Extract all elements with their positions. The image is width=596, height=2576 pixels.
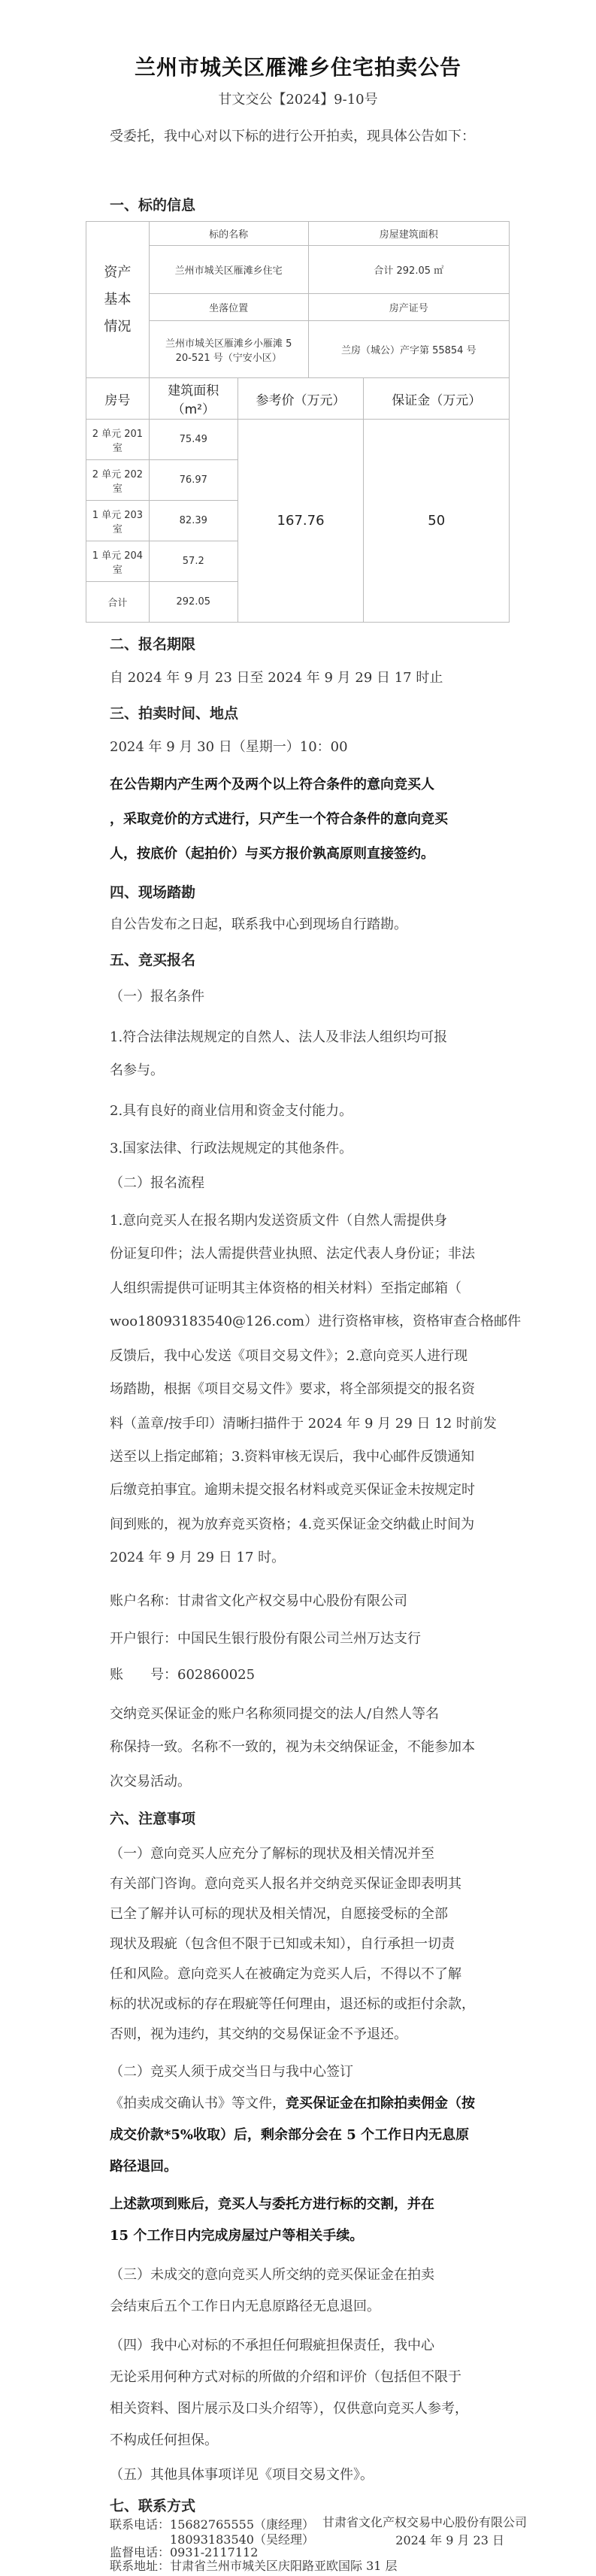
notice-line: 有关部门咨询。意向竞买人报名并交纳竞买保证金即表明其 (110, 1876, 461, 1892)
process-line: 场踏勘，根据《项目交易文件》要求，将全部须提交的报名资 (110, 1381, 475, 1397)
sub-heading-conditions: （一）报名条件 (110, 989, 204, 1005)
room-cell: 1 单元 203 室 (86, 501, 150, 541)
total-area-cell: 292.05 (149, 582, 237, 623)
bank-name: 开户银行：中国民生银行股份有限公司兰州万达支行 (110, 1631, 421, 1647)
notice-line: 无论采用何种方式对标的所做的介绍和评价（包括但不限于 (110, 2369, 461, 2385)
notice-line: 相关资料、图片展示及口头介绍等），仅供意向竞买人参考， (110, 2401, 468, 2417)
section-4-heading: 四、现场踏勘 (110, 884, 196, 901)
contact-phone-2: 18093183540（吴经理） (170, 2532, 314, 2547)
process-line: 料（盖章/按手印）清晰扫描件于 2024 年 9 月 29 日 12 时前发 (110, 1416, 497, 1432)
notice-line: 否则，视为违约，其交纳的交易保证金不予退还。 (110, 2026, 407, 2042)
site-visit-text: 自公告发布之日起，联系我中心到现场自行踏勘。 (110, 917, 407, 932)
notice-line: 标的状况或标的存在瑕疵等任何理由，退还标的或拒付余款， (110, 1996, 475, 2012)
table-row (86, 420, 510, 460)
section-6-heading: 六、注意事项 (110, 1811, 196, 1827)
notice-line: 已全了解并认可标的现状及相关情况，自愿接受标的全部 (110, 1906, 448, 1922)
contact-address: 联系地址：甘肃省兰州市城关区庆阳路亚欧国际 31 层 (110, 2559, 398, 2573)
notice-line: 不构成任何担保。 (110, 2432, 218, 2448)
process-line: woo18093183540@126.com）进行资格审核，资格审查合格邮件 (110, 1314, 522, 1329)
area-cell: 57.2 (149, 541, 237, 582)
section-2-heading: 二、报名期限 (110, 636, 196, 653)
room-cell: 2 单元 201 室 (86, 420, 150, 460)
process-line: 后缴竞拍事宜。逾期未提交报名材料或竞买保证金未按规定时 (110, 1482, 475, 1498)
condition-line: 名参与。 (110, 1062, 164, 1078)
condition-line: 1.符合法律法规规定的自然人、法人及非法人组织均可报 (110, 1029, 448, 1045)
auction-time: 2024 年 9 月 30 日（星期一）10：00 (110, 739, 348, 755)
process-line: 送至以上指定邮箱；3.资料审核无误后，我中心邮件反馈通知 (110, 1449, 475, 1465)
cert-label: 房产证号 (308, 294, 509, 321)
notice-line: 15 个工作日内完成房屋过户等相关手续。 (110, 2228, 364, 2244)
contact-phone: 联系电话：15682765555（康经理） (110, 2517, 314, 2532)
deposit-cell: 50 (364, 420, 510, 623)
notice-line: （五）其他具体事项详见《项目交易文件》。 (110, 2467, 374, 2483)
signature-date: 2024 年 9 月 23 日 (395, 2533, 504, 2547)
account-name: 账户名称：甘肃省文化产权交易中心股份有限公司 (110, 1593, 407, 1609)
notice-line: （三）未成交的意向竞买人所交纳的竞买保证金在拍卖 (110, 2267, 434, 2283)
bidding-rule-line: 在公告期内产生两个及两个以上符合条件的意向竞买人 (110, 777, 434, 792)
area-value: 合计 292.05 ㎡ (308, 246, 509, 294)
supervise-phone: 监督电话：0931-2117112 (110, 2545, 259, 2559)
col-room-header: 房号 (86, 378, 150, 420)
notice-line: 上述款项到账后，竞买人与委托方进行标的交割，并在 (110, 2196, 434, 2212)
area-label: 房屋建筑面积 (308, 222, 509, 246)
area-cell: 75.49 (149, 420, 237, 460)
notice-line: 会结束后五个工作日内无息原路径无息退回。 (110, 2299, 380, 2314)
notice-line: （一）意向竞买人应充分了解标的现状及相关情况并至 (110, 1846, 434, 1862)
notice-line: 《拍卖成交确认书》等文件，竞买保证金在扣除拍卖佣金（按 (110, 2096, 475, 2111)
page-title: 兰州市城关区雁滩乡住宅拍卖公告 (134, 55, 461, 80)
notice-line: （二）竞买人须于成交当日与我中心签订 (110, 2064, 353, 2080)
notice-line: 任和风险。意向竞买人在被确定为竞买人后，不得以不了解 (110, 1966, 461, 1982)
ref-price-cell: 167.76 (237, 420, 364, 623)
name-label: 标的名称 (149, 222, 308, 246)
condition-line: 3.国家法律、行政法规规定的其他条件。 (110, 1141, 353, 1156)
col-deposit-header: 保证金（万元） (364, 378, 510, 420)
deposit-note-line: 交纳竞买保证金的账户名称须同提交的法人/自然人等名 (110, 1706, 440, 1722)
room-cell: 1 单元 204 室 (86, 541, 150, 582)
total-label-cell: 合计 (86, 582, 150, 623)
registration-period: 自 2024 年 9 月 23 日至 2024 年 9 月 29 日 17 时止 (110, 670, 443, 686)
bidding-rule-line: ，采取竞价的方式进行，只产生一个符合条件的意向竞买 (110, 811, 448, 827)
area-cell: 76.97 (149, 460, 237, 501)
notice-line: （四）我中心对标的不承担任何瑕疵担保责任，我中心 (110, 2338, 434, 2353)
process-line: 1.意向竞买人在报名期内发送资质文件（自然人需提供身 (110, 1213, 448, 1229)
process-line: 份证复印件；法人需提供营业执照、法定代表人身份证；非法 (110, 1246, 475, 1262)
area-cell: 82.39 (149, 501, 237, 541)
deposit-note-line: 次交易活动。 (110, 1774, 191, 1790)
bidding-rule-line: 人，按底价（起拍价）与买方报价孰高原则直接签约。 (110, 846, 434, 862)
account-number: 账 号：602860025 (110, 1667, 256, 1683)
col-ref-header: 参考价（万元） (237, 378, 364, 420)
condition-line: 2.具有良好的商业信用和资金支付能力。 (110, 1103, 353, 1119)
deposit-note-line: 称保持一致。名称不一致的，视为未交纳保证金，不能参加本 (110, 1739, 475, 1755)
document-number: 甘文交公【2024】9-10号 (218, 92, 378, 108)
sub-heading-process: （二）报名流程 (110, 1175, 204, 1191)
process-line: 人组织需提供可证明其主体资格的相关材料）至指定邮箱（ (110, 1280, 461, 1296)
process-line: 间到账的，视为放弃竞买资格；4.竞买保证金交纳截止时间为 (110, 1517, 475, 1532)
col-area-header: 建筑面积（m²） (149, 378, 237, 420)
cert-value: 兰房（城公）产字第 55854 号 (308, 321, 509, 378)
section-1-heading: 一、标的信息 (110, 197, 196, 214)
section-5-heading: 五、竞买报名 (110, 952, 196, 968)
asset-info-table (86, 221, 510, 623)
intro-text: 受委托，我中心对以下标的进行公开拍卖，现具体公告如下： (110, 129, 475, 144)
section-3-heading: 三、拍卖时间、地点 (110, 705, 239, 722)
name-value: 兰州市城关区雁滩乡住宅 (149, 246, 308, 294)
location-value: 兰州市城关区雁滩乡小雁滩 5 20-521 号（宁安小区） (149, 321, 308, 378)
asset-label-cell: 资产 基本 情况 (86, 222, 150, 378)
notice-line: 现状及瑕疵（包含但不限于已知或未知），自行承担一切责 (110, 1936, 455, 1952)
location-label: 坐落位置 (149, 294, 308, 321)
notice-line: 成交价款*5%收取）后，剩余部分会在 5 个工作日内无息原 (110, 2127, 470, 2143)
signature-org: 甘肃省文化产权交易中心股份有限公司 (322, 2515, 527, 2529)
process-line: 2024 年 9 月 29 日 17 时。 (110, 1550, 286, 1565)
section-7-heading: 七、联系方式 (110, 2498, 196, 2514)
room-cell: 2 单元 202 室 (86, 460, 150, 501)
process-line: 反馈后，我中心发送《项目交易文件》；2.意向竞买人进行现 (110, 1348, 468, 1364)
notice-line: 路径退回。 (110, 2159, 177, 2174)
